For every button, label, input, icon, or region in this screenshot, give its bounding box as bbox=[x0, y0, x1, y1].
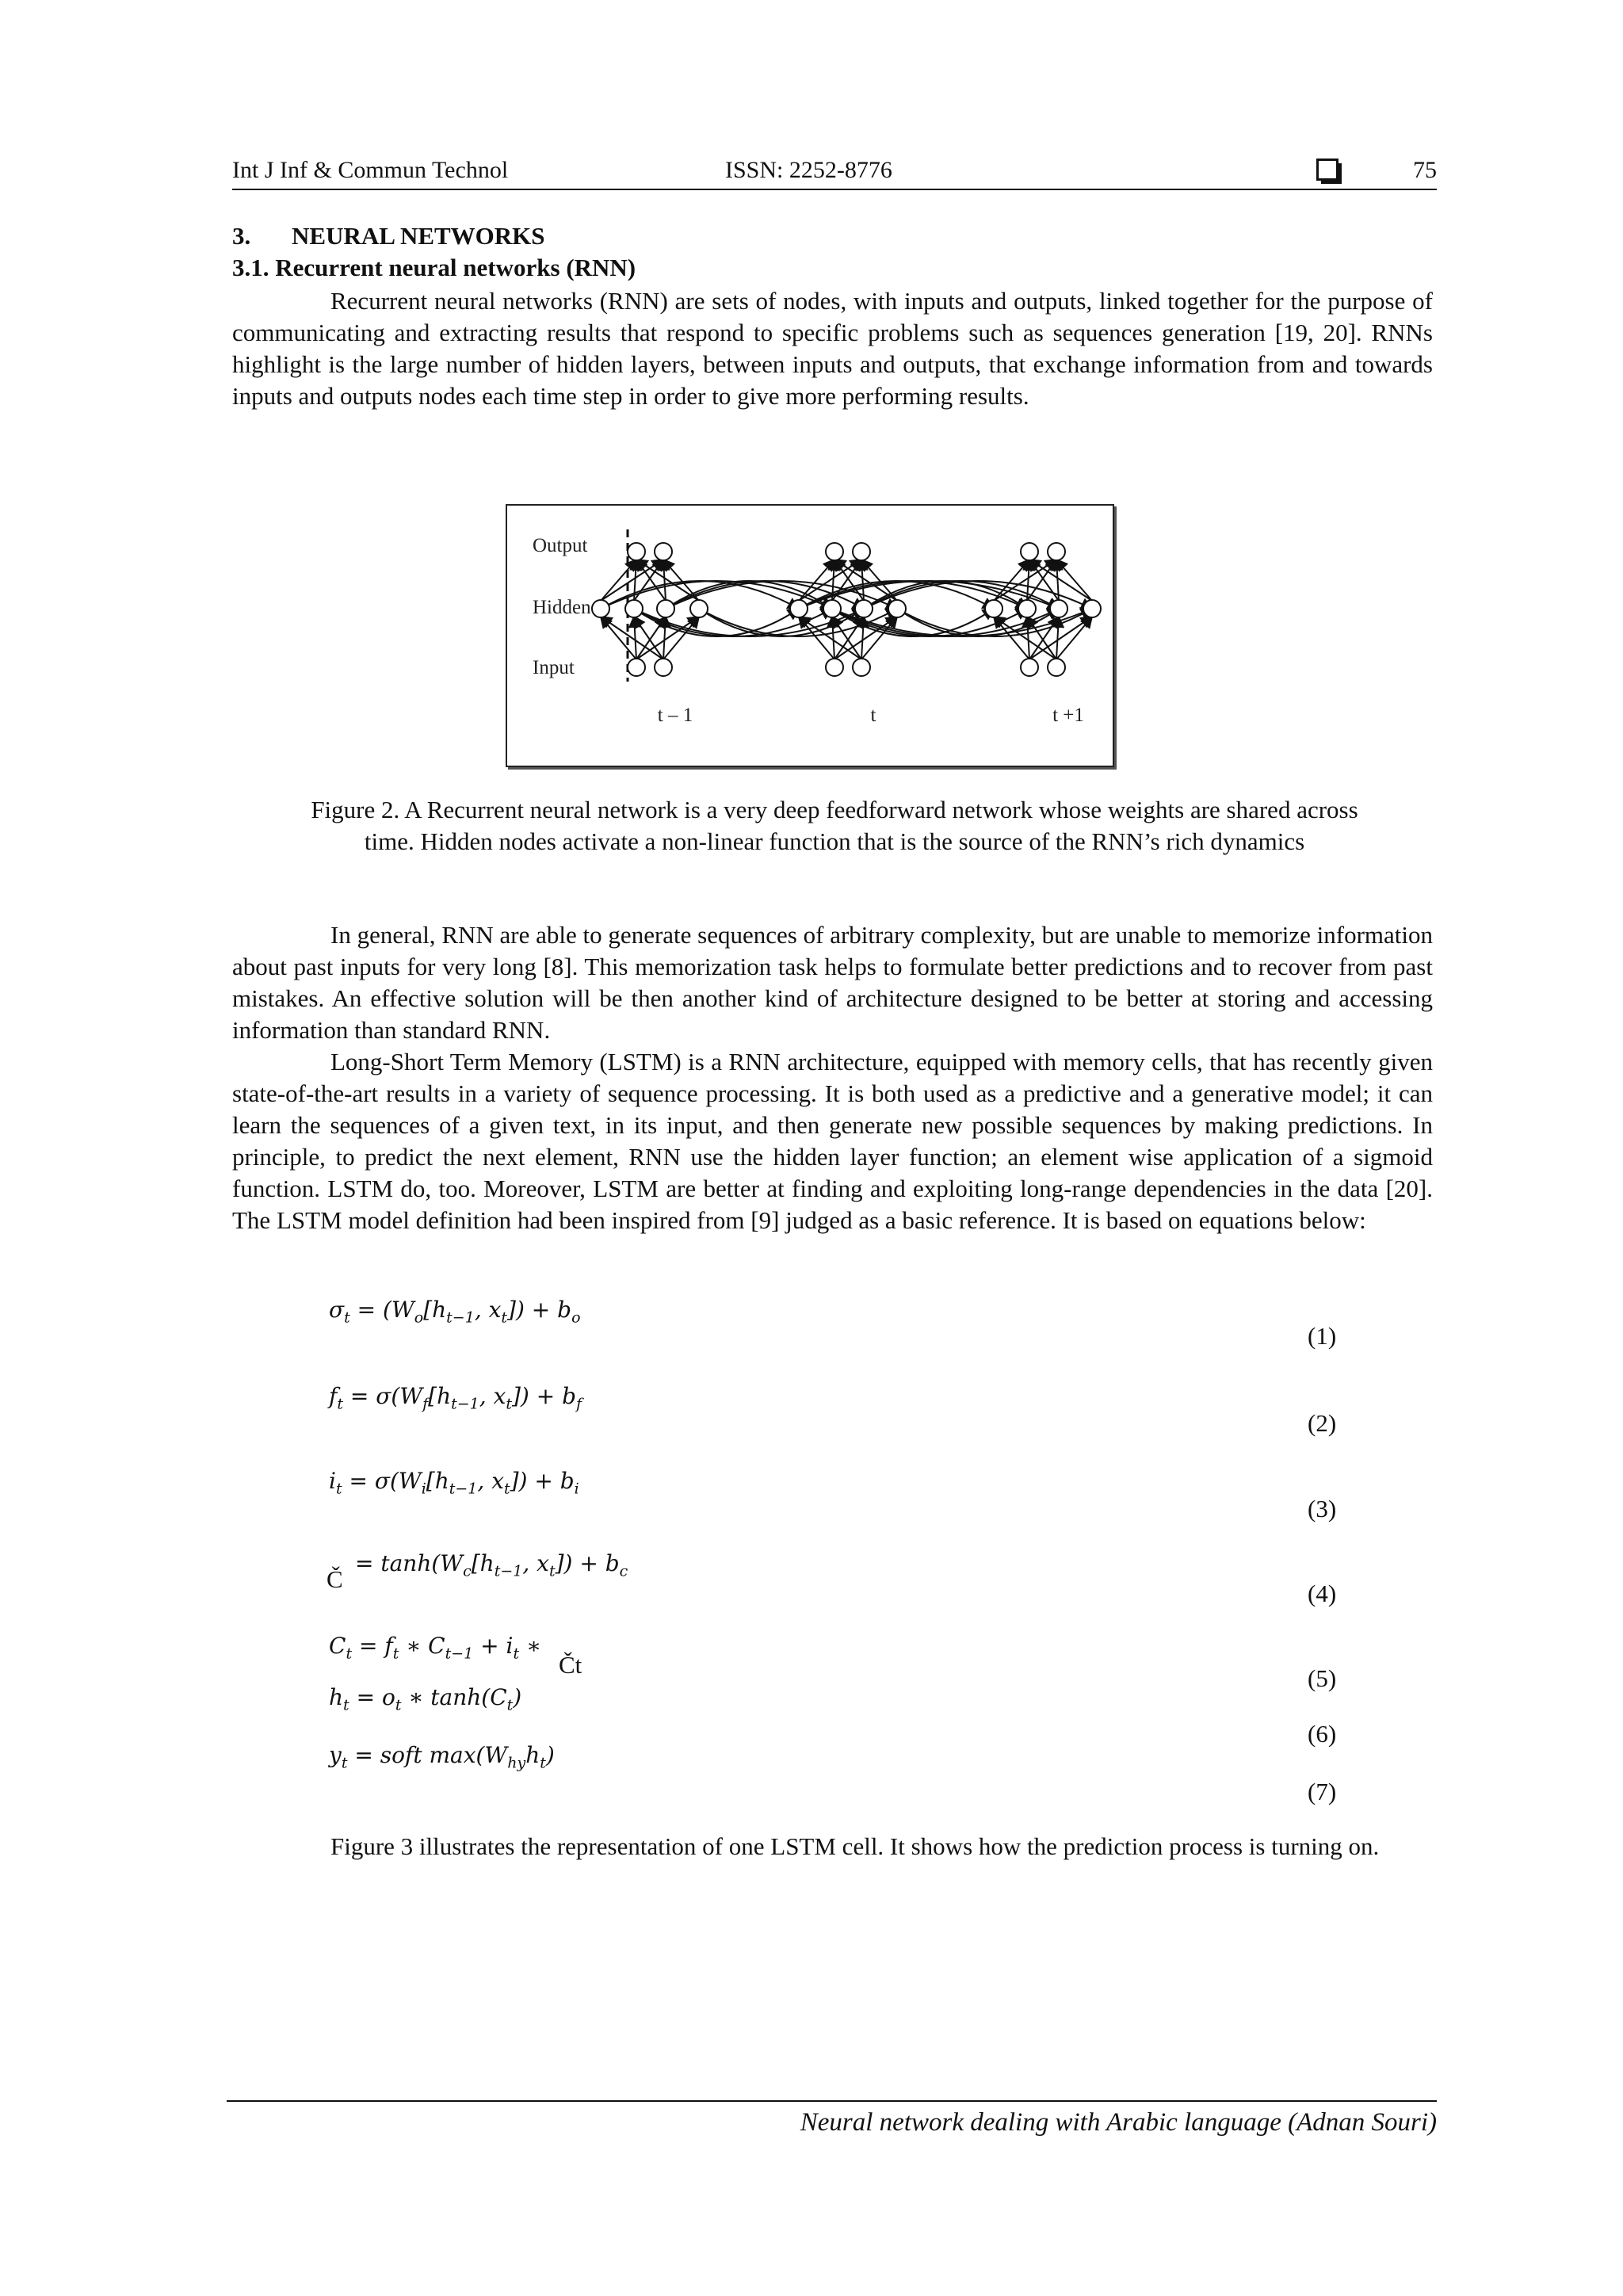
layer-label-input: Input bbox=[533, 657, 575, 678]
input-to-hidden-edge bbox=[636, 617, 666, 659]
input-to-hidden-edge bbox=[832, 617, 834, 659]
square-icon bbox=[1316, 159, 1338, 181]
footer-rule bbox=[227, 2100, 1437, 2102]
hidden-node bbox=[790, 600, 808, 617]
hidden-node bbox=[690, 600, 708, 617]
equation-number-4: (4) bbox=[1308, 1580, 1337, 1607]
input-node bbox=[1021, 659, 1038, 676]
hidden-node bbox=[1050, 600, 1067, 617]
hidden-node bbox=[1083, 600, 1101, 617]
equation-7: $y_t$ = soft $\max(W_{hy}h_t)$ bbox=[329, 1742, 555, 1772]
hidden-node bbox=[657, 600, 674, 617]
output-node bbox=[1021, 543, 1038, 560]
output-node bbox=[1048, 543, 1065, 560]
paragraph-figure3: Figure 3 illustrates the representation of one LSTM cell. It shows how the prediction process is turning on. bbox=[330, 1832, 1380, 1860]
equation-6: $h_t = o_t$ ∗ $\tanh(C_t)$ bbox=[329, 1684, 522, 1714]
header-rule bbox=[232, 189, 1437, 190]
equation-number-6: (6) bbox=[1308, 1720, 1337, 1748]
equation-number-1: (1) bbox=[1308, 1322, 1337, 1350]
time-label-current: t bbox=[870, 705, 876, 726]
output-node bbox=[853, 543, 870, 560]
equation-5-term: Čt bbox=[559, 1651, 582, 1679]
running-header bbox=[232, 157, 1437, 189]
figure-caption bbox=[232, 794, 1437, 858]
hidden-node bbox=[823, 600, 841, 617]
page-number: 75 bbox=[1413, 157, 1437, 183]
section-title: NEURAL NETWORKS bbox=[292, 222, 545, 250]
time-label-next: t +1 bbox=[1052, 705, 1084, 726]
hidden-node bbox=[855, 600, 873, 617]
rnn-diagram bbox=[507, 506, 1113, 766]
output-node bbox=[628, 543, 645, 560]
equation-number-7: (7) bbox=[1308, 1778, 1337, 1805]
paragraph-lstm: Long-Short Term Memory (LSTM) is a RNN architecture, equipped with memory cells, that has recently given state-of-the-art results in a variety of sequence processing. It is both used as a predictive and a generative model; it can learn the sequences of a given text, in its input, and then generate new possible sequences by making predictions. In principle, to predict the next element, RNN use the hidden layer function; an element wise application of a sigmoid function. LSTM do, too. Moreover, LSTM are better at finding and exploiting long-range dependencies in the data [20]. The LSTM model definition had been inspired from [9] judged as a basic reference. It is based on equations below: bbox=[232, 1048, 1433, 1234]
input-to-hidden-edge bbox=[634, 617, 636, 659]
hidden-node bbox=[1018, 600, 1036, 617]
output-node bbox=[826, 543, 843, 560]
equation-number-2: (2) bbox=[1308, 1409, 1337, 1437]
input-node bbox=[1048, 659, 1065, 676]
hidden-node bbox=[625, 600, 643, 617]
equation-number-3: (3) bbox=[1308, 1495, 1337, 1522]
equation-4: = $\tanh(W_c[h_{t-1}$, $x_t]) + b_c$ bbox=[355, 1550, 628, 1580]
equation-number-5: (5) bbox=[1308, 1664, 1337, 1692]
hidden-to-output-edge bbox=[636, 560, 666, 601]
input-node bbox=[655, 659, 672, 676]
input-node bbox=[853, 659, 870, 676]
hidden-node bbox=[592, 600, 609, 617]
equation-2: $f_t = \sigma(W_f[h_{t-1}$, $x_t]) + b_f$ bbox=[329, 1383, 582, 1413]
layer-label-hidden: Hidden bbox=[533, 597, 591, 618]
input-to-hidden-edge bbox=[1027, 617, 1029, 659]
rnn-figure bbox=[506, 504, 1114, 767]
layer-label-output: Output bbox=[533, 535, 588, 556]
equation-1: $\sigma_t = (W_o[h_{t-1}$, $x_t]) + b_o$ bbox=[329, 1297, 581, 1327]
hidden-node bbox=[888, 600, 906, 617]
caption-line-2: time. Hidden nodes activate a non-linear function that is the source of the RNN’s rich dynamics bbox=[364, 827, 1305, 855]
section-heading bbox=[232, 222, 545, 250]
hidden-to-output-edge bbox=[663, 560, 666, 601]
running-footer: Neural network dealing with Arabic language (Adnan Souri) bbox=[800, 2108, 1437, 2137]
journal-name: Int J Inf & Commun Technol bbox=[232, 157, 509, 183]
hidden-node bbox=[985, 600, 1002, 617]
hidden-to-output-edge bbox=[634, 560, 663, 601]
input-node bbox=[628, 659, 645, 676]
caption-line-1: Figure 2. A Recurrent neural network is a very deep feedforward network whose weights are shared across bbox=[311, 796, 1358, 823]
time-label-prev: t – 1 bbox=[657, 705, 693, 726]
paragraph-rnn-intro: Recurrent neural networks (RNN) are sets of nodes, with inputs and outputs, linked together for the purpose of communicating and extracting results that respond to specific problems such as sequences generation [19, 20]. RNNs highlight is the large number of hidden layers, between inputs and outputs, that exchange information from and towards inputs and outputs nodes each time step in order to give more performing results. bbox=[232, 287, 1433, 410]
equation-4-lhs: Č bbox=[327, 1565, 343, 1593]
input-node bbox=[826, 659, 843, 676]
paragraph-rnn-limits: In general, RNN are able to generate sequences of arbitrary complexity, but are unable to memorize information about past inputs for very long [8]. This memorization task helps to formulate better predictions and to recover from past mistakes. An effective solution will be then another kind of architecture designed to be better at storing and accessing information than standard RNN. bbox=[232, 921, 1433, 1044]
output-node bbox=[655, 543, 672, 560]
input-to-hidden-edge bbox=[1056, 617, 1059, 659]
issn: ISSN: 2252-8776 bbox=[725, 157, 892, 183]
section-number: 3. bbox=[232, 222, 251, 250]
diagram-nodes bbox=[592, 543, 1101, 676]
subsection-heading: 3.1. Recurrent neural networks (RNN) bbox=[232, 254, 636, 281]
equation-3: $i_t = \sigma(W_i[h_{t-1}$, $x_t]) + b_i$ bbox=[329, 1468, 579, 1498]
equation-5: $C_t = f_t$ ∗ $C_{t-1} + i_t$ ∗ bbox=[329, 1633, 542, 1663]
hidden-to-output-edge bbox=[1029, 560, 1059, 601]
